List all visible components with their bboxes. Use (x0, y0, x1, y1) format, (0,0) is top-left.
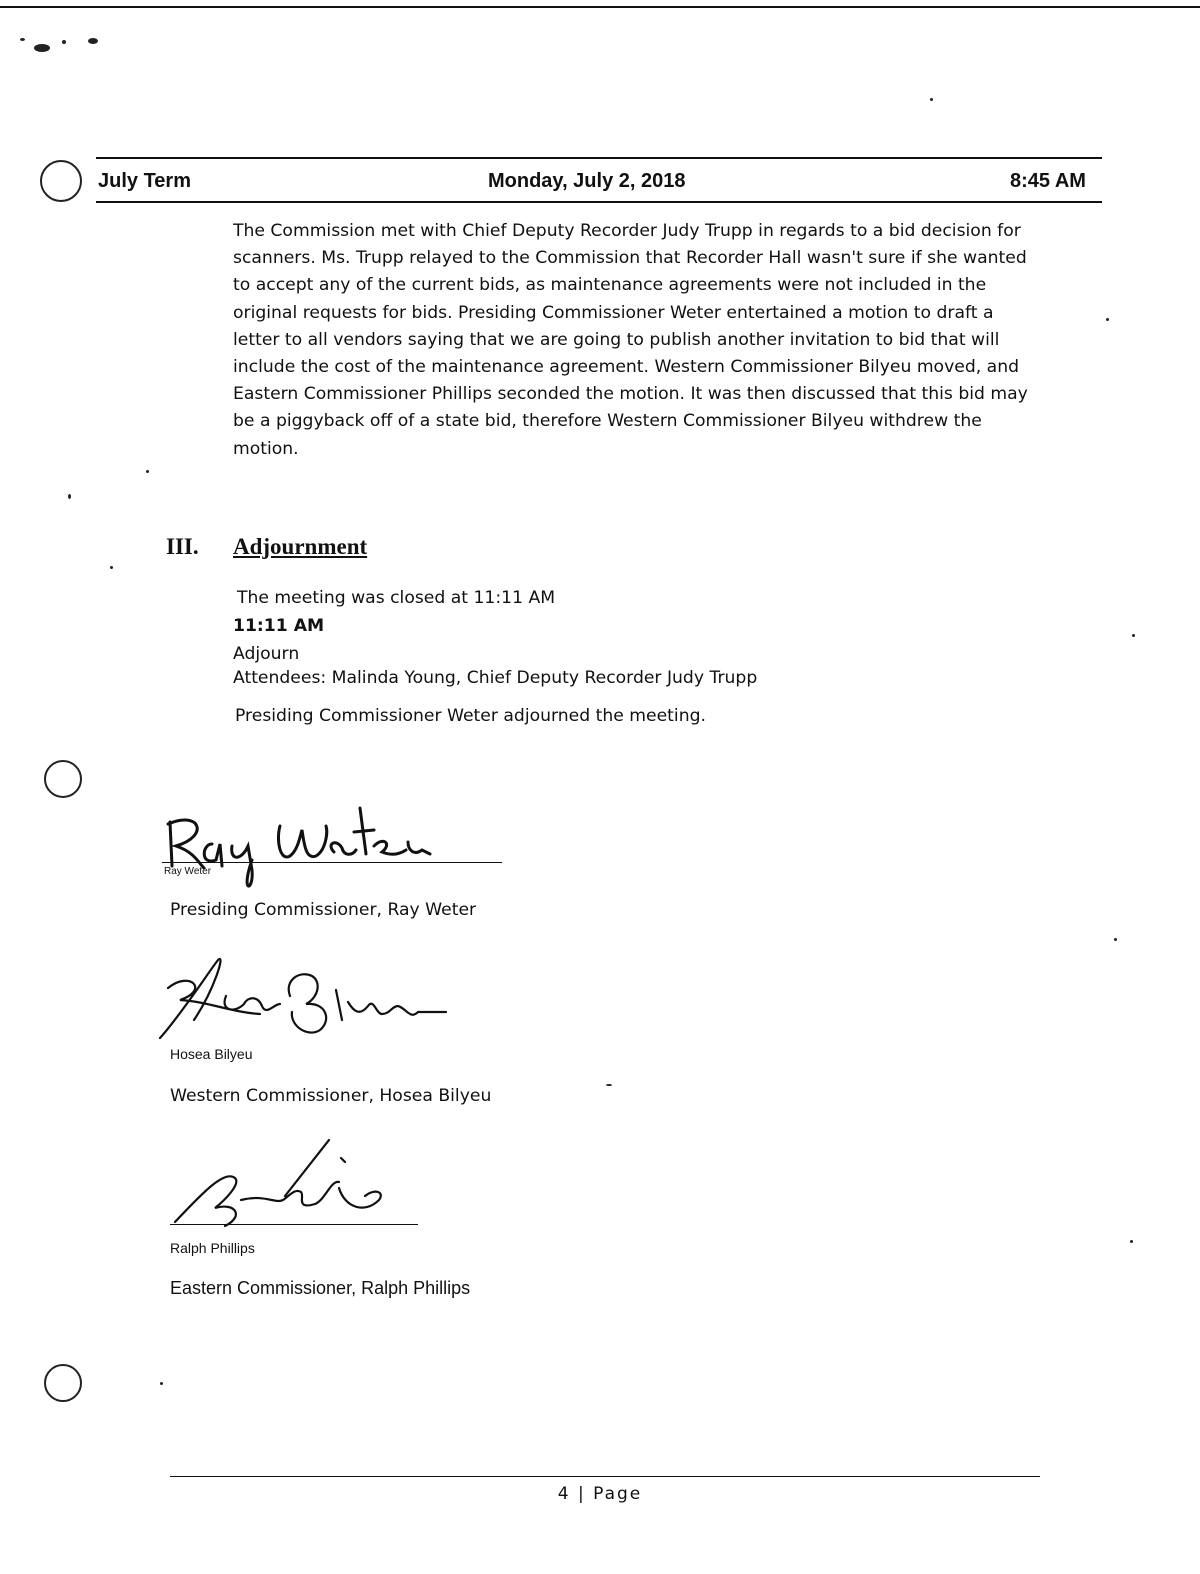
page-number: 4 | Page (557, 1484, 643, 1504)
scan-speck (88, 38, 98, 44)
attendees-text: Attendees: Malinda Young, Chief Deputy Recorder Judy Trupp (233, 668, 758, 688)
scan-speck (20, 38, 25, 41)
punch-hole (44, 1364, 82, 1402)
meeting-closed-text: The meeting was closed at 11:11 AM (237, 588, 556, 608)
scan-speck (146, 470, 149, 473)
signature-caption: Western Commissioner, Hosea Bilyeu (170, 1086, 492, 1106)
adjourn-action: Adjourn (233, 644, 300, 664)
header-time: 8:45 AM (1010, 170, 1086, 192)
signature-hosea-bilyeu (150, 950, 460, 1050)
header-date: Monday, July 2, 2018 (488, 170, 686, 192)
scan-speck (930, 98, 933, 101)
signature-line (162, 862, 502, 863)
section-title: Adjournment (233, 534, 368, 559)
scan-top-edge (0, 6, 1200, 8)
signature-printed-name: Ray Weter (164, 866, 212, 877)
scan-speck (62, 40, 66, 44)
scan-speck (1114, 938, 1117, 941)
scan-speck (110, 566, 113, 569)
scan-speck (160, 1382, 163, 1385)
adjourn-time: 11:11 AM (233, 616, 325, 636)
header-term: July Term (98, 170, 191, 192)
scan-speck (68, 494, 71, 499)
punch-hole (40, 160, 82, 202)
signature-caption: Eastern Commissioner, Ralph Phillips (170, 1278, 471, 1298)
signature-printed-name: Ralph Phillips (170, 1240, 255, 1256)
header-top-rule (96, 157, 1102, 159)
scan-speck (1132, 634, 1135, 637)
signature-caption: Presiding Commissioner, Ray Weter (170, 900, 477, 920)
scan-speck (1106, 318, 1109, 321)
header-bottom-rule (96, 201, 1102, 203)
scan-speck (606, 1084, 612, 1086)
footer-rule (170, 1476, 1040, 1477)
signature-ray-weter (160, 800, 460, 895)
scan-speck (34, 44, 50, 52)
signature-printed-name: Hosea Bilyeu (170, 1046, 253, 1062)
punch-hole (44, 760, 82, 798)
scan-speck (1130, 1240, 1133, 1243)
body-paragraph: The Commission met with Chief Deputy Recorder Judy Trupp in regards to a bid decision for scanners. Ms. Trupp relayed to the Commission that Recorder Hall wasn't sure if she wanted to accept any of the current bids, as maintenance agreements were not included in the original requests for bids. Presiding Commissioner Weter entertained a motion to draft a letter to all vendors saying that we are going to publish another invitation to bid that will include the cost of the maintenance agreement. Western Commissioner Bilyeu moved, and Eastern Commissioner Phillips seconded the motion. It was then discussed that this bid may be a piggyback off of a state bid, therefore Western Commissioner Bilyeu withdrew the motion. (233, 221, 1028, 459)
closing-statement: Presiding Commissioner Weter adjourned the meeting. (235, 706, 706, 726)
section-numeral: III. (166, 534, 199, 559)
signature-line (170, 1224, 418, 1225)
